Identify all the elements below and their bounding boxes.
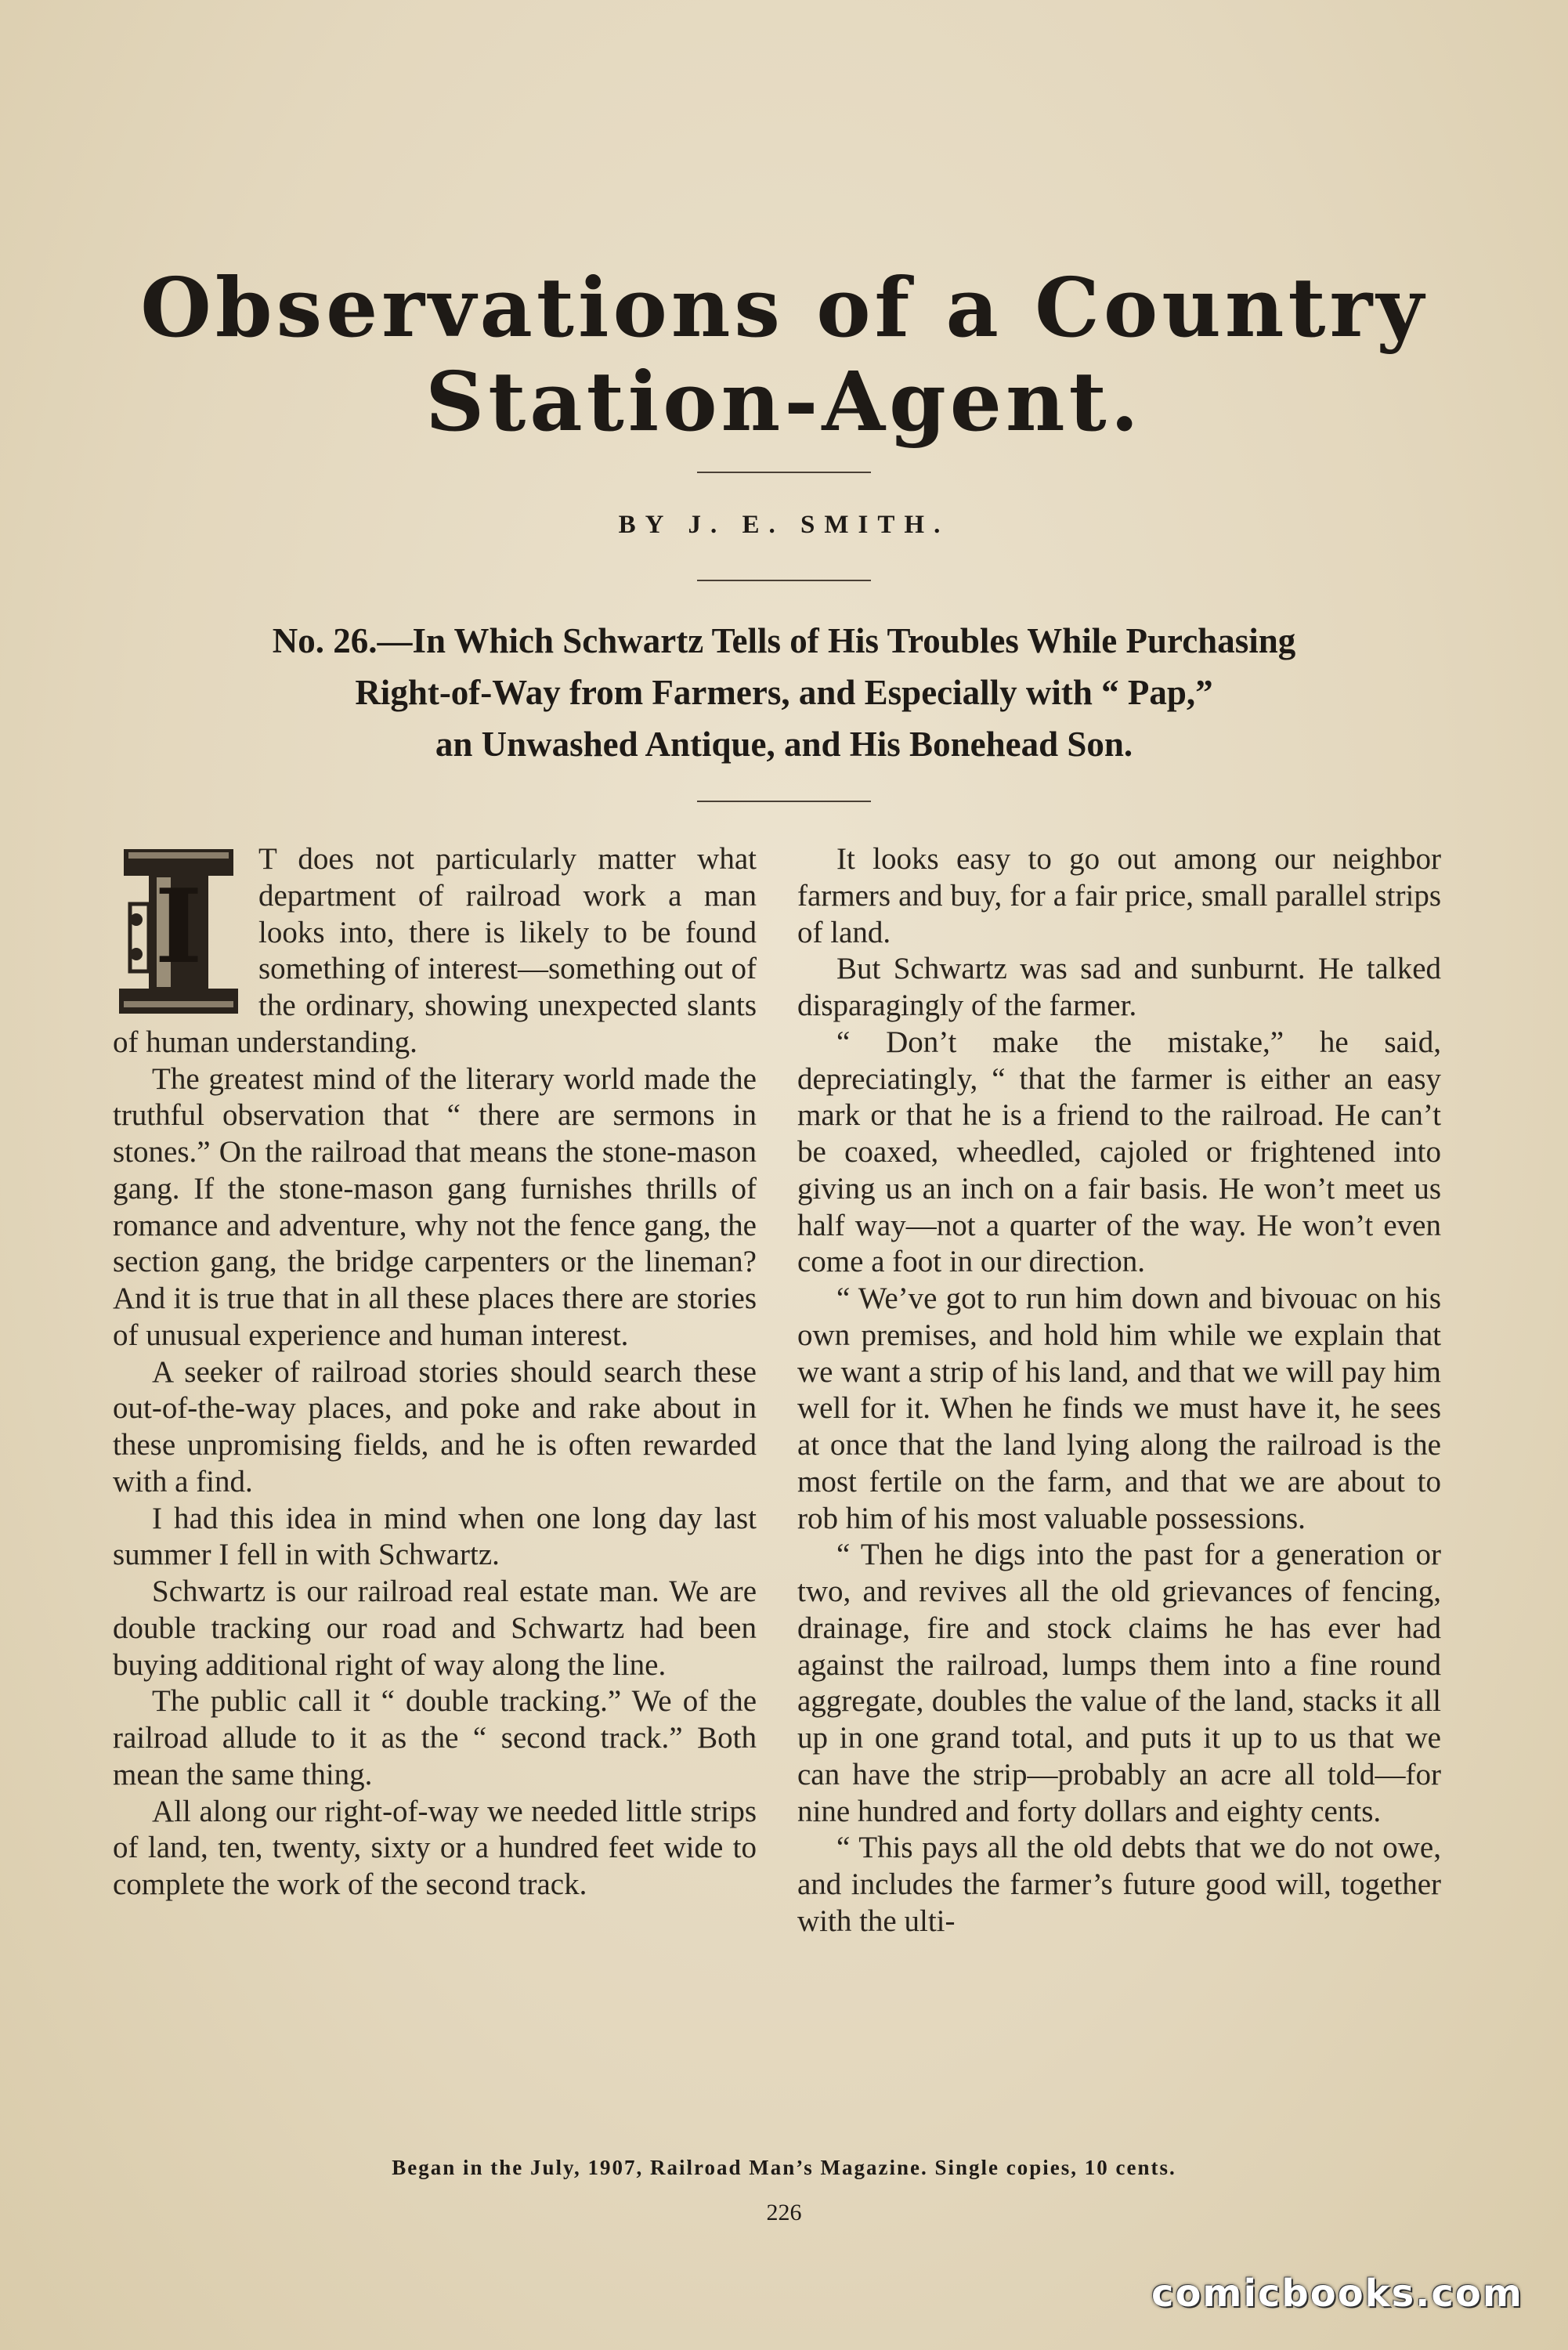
drop-cap-rail-icon <box>113 844 244 1018</box>
subtitle-line-1: No. 26.—In Which Schwartz Tells of His Troubles While Purchasing <box>272 621 1296 660</box>
article-title-line-1: Observations of a Country <box>140 259 1428 356</box>
right-paragraph-4: “ We’ve got to run him down and bivouac on his own premises, and hold him while we explain that we want a strip of his land, and that we will pay him well for it. When he finds we must have it, he sees at once that the land lying along the railroad is the most fertile on the farm, and that we are about to rob him of his most valuable possessions. <box>797 1282 1441 1535</box>
left-paragraph-1: T does not particularly matter what department of railroad work a man looks into, there is likely to be found something of interest—something out of the ordinary, showing unexpected slants of human understanding. <box>113 842 757 1059</box>
footer-note: Began in the July, 1907, Railroad Man’s Magazine. Single copies, 10 cents. <box>392 2156 1176 2179</box>
right-paragraph-5: “ Then he digs into the past for a generation or two, and revives all the old grievances of fencing, drainage, fire and stock claims he has ever had against the railroad, lumps them into a fine round aggregate, doubles the value of the land, stacks it all up in one grand total, and puts it up to us that we can have the strip—probably an acre all told—for nine hundred and forty dollars and eighty cents. <box>797 1538 1441 1828</box>
article-title-line-2: Station-Agent. <box>425 353 1143 450</box>
left-paragraph-4: I had this idea in mind when one long day last summer I fell in with Schwartz. <box>113 1501 757 1572</box>
right-paragraph-1: It looks easy to go out among our neighbor farmers and buy, for a fair price, small parallel strips of land. <box>797 842 1441 949</box>
rule-below-title <box>697 472 871 473</box>
right-column <box>797 841 1441 1940</box>
subtitle-line-3: an Unwashed Antique, and His Bonehead Son. <box>435 725 1133 764</box>
left-column <box>113 841 757 1904</box>
left-paragraph-7: All along our right-of-way we needed little strips of land, ten, twenty, sixty or a hundred feet wide to complete the work of the second track. <box>113 1794 757 1901</box>
left-paragraph-2: The greatest mind of the literary world made the truthful observation that “ there are sermons in stones.” On the railroad that means the stone-mason gang. If the stone-mason gang furnishes thrills of romance and adventure, why not the fence gang, the section gang, the bridge carpenters or the lineman? And it is true that in all these places there are stories of unusual experience and human interest. <box>113 1061 757 1352</box>
page-number: 226 <box>766 2200 802 2225</box>
right-paragraph-2: But Schwartz was sad and sunburnt. He talked disparagingly of the farmer. <box>797 952 1441 1022</box>
subtitle-line-2: Right-of-Way from Farmers, and Especially with “ Pap,” <box>355 673 1213 712</box>
left-paragraph-3: A seeker of railroad stories should search these out-of-the-way places, and poke and rake about in these unpromising fields, and he is often rewarded with a find. <box>113 1354 757 1499</box>
rule-below-subtitle <box>697 801 871 802</box>
rule-below-byline <box>697 580 871 581</box>
right-paragraph-6: “ This pays all the old debts that we do not owe, and includes the farmer’s future good will, together with the ulti- <box>797 1831 1441 1938</box>
drop-cap-letter: I <box>154 866 203 986</box>
right-paragraph-3: “ Don’t make the mistake,” he said, depreciatingly, “ that the farmer is either an easy mark or that he is a friend to the railroad. He can’t be coaxed, wheedled, cajoled or frightened into giving us an inch on a fair basis. He won’t meet us half way—not a quarter of the way. He won’t even come a foot in our direction. <box>797 1025 1441 1279</box>
left-paragraph-6: The public call it “ double tracking.” We of the railroad allude to it as the “ second track.” Both mean the same thing. <box>113 1684 757 1791</box>
byline: BY J. E. SMITH. <box>618 511 950 539</box>
left-paragraph-5: Schwartz is our railroad real estate man. We are double tracking our road and Schwartz had been buying additional right of way along the line. <box>113 1574 757 1682</box>
watermark-logo: comicbooks.com <box>1151 2272 1523 2316</box>
